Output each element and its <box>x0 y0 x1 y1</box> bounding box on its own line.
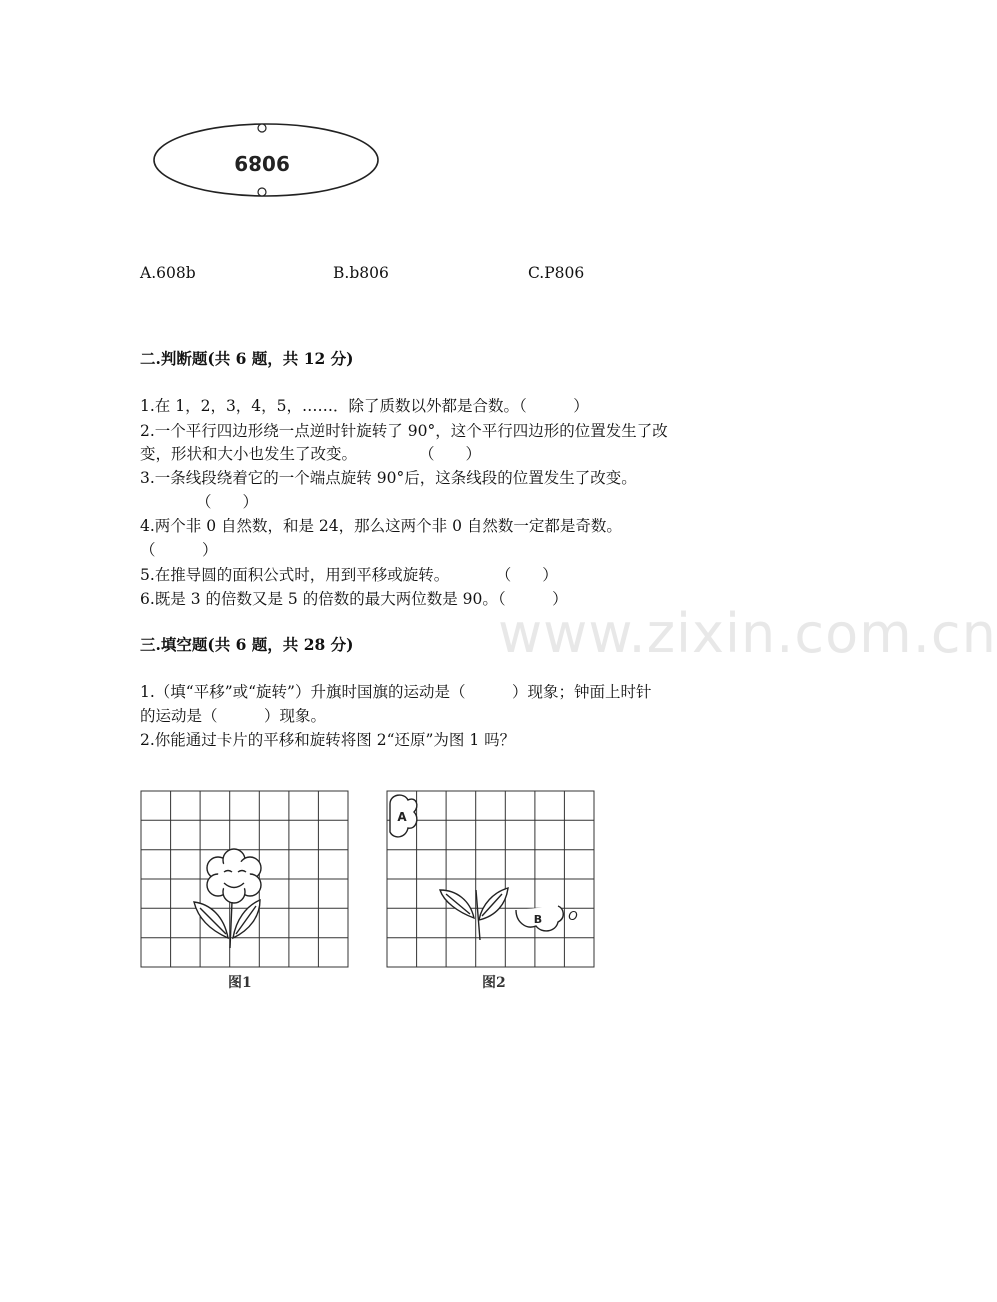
section2-line: 6.既是 3 的倍数又是 5 的倍数的最大两位数是 90。（ ） <box>140 590 568 608</box>
mirrored-number-label: 9089 <box>234 151 290 175</box>
choice-a: A.608b <box>140 264 196 282</box>
card-a-label: A <box>397 810 407 824</box>
choice-b: B.b806 <box>333 264 389 282</box>
leaves-piece <box>440 888 508 940</box>
section2-line: （ ） <box>140 541 218 559</box>
watermark: www.zixin.com.cn <box>498 602 997 665</box>
section2-line: 5.在推导圆的面积公式时，用到平移或旋转。 （ ） <box>140 566 558 584</box>
flower-head <box>207 849 261 903</box>
flower-stem-leaves <box>194 900 260 948</box>
card-b-label: B <box>533 913 543 926</box>
figure1-caption: 图1 <box>228 975 252 991</box>
section2-line: 1.在 1，2，3，4，5，……．除了质数以外都是合数。（ ） <box>140 397 589 415</box>
figure2-grid <box>386 790 596 970</box>
section2-title: 二.判断题(共 6 题，共 12 分) <box>140 349 354 368</box>
section2-line: 变，形状和大小也发生了改变。 （ ） <box>140 445 482 463</box>
section3-line: 1.（填“平移”或“旋转”）升旗时国旗的运动是（ ）现象；钟面上时针 <box>140 683 652 701</box>
point-o-label: O <box>568 909 578 923</box>
section3-title: 三.填空题(共 6 题，共 28 分) <box>140 635 354 654</box>
section3-line: 2.你能通过卡片的平移和旋转将图 2“还原”为图 1 吗？ <box>140 731 516 749</box>
section2-line: 3.一条线段绕着它的一个端点旋转 90°后，这条线段的位置发生了改变。 <box>140 469 637 487</box>
section2-line: （ ） <box>196 493 259 511</box>
section3-line: 的运动是（ ）现象。 <box>140 707 327 725</box>
section2-line: 4.两个非 0 自然数，和是 24，那么这两个非 0 自然数一定都是奇数。 <box>140 517 622 535</box>
mirror-ellipse-figure <box>150 118 385 202</box>
figure1-grid <box>140 790 350 970</box>
section2-line: 2.一个平行四边形绕一点逆时针旋转了 90°，这个平行四边形的位置发生了改 <box>140 422 668 440</box>
choice-c: C.P806 <box>528 264 585 282</box>
figure2-caption: 图2 <box>482 975 506 991</box>
